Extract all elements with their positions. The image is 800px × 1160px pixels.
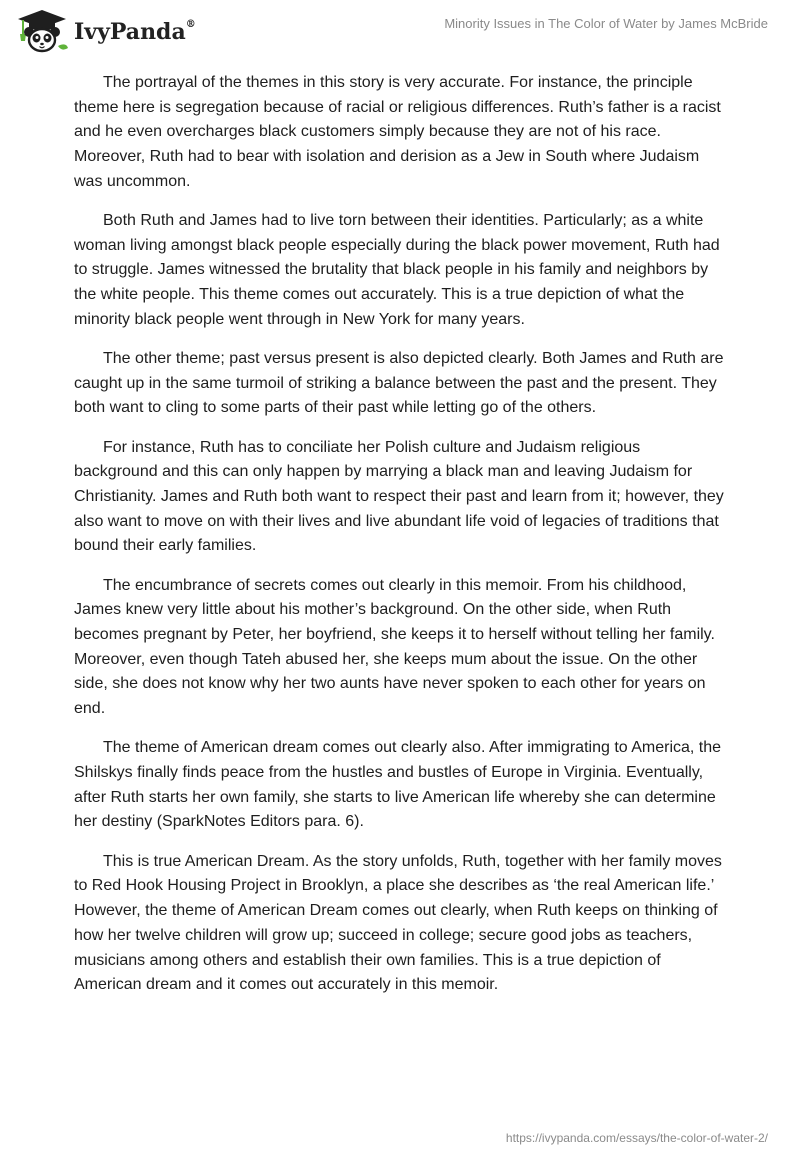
paragraph: The other theme; past versus present is also depicted clearly. Both James and Ruth are caught up in the same turmoil of striking a balance between the past and the present. They both want to cling to some parts of their past while letting go of the others. [74, 350, 724, 417]
paragraph: Both Ruth and James had to live torn between their identities. Particularly; as a white woman living amongst black people especially during the black power movement, Ruth had to struggle. James witnessed the brutality that black people in his family and neighbors by the white people. This theme comes out accurately. This is a true depiction of what the minority black people went through in New York for many years. [74, 212, 720, 328]
page-header [0, 0, 800, 60]
essay-body [74, 71, 728, 1012]
paragraph: The encumbrance of secrets comes out clearly in this memoir. From his childhood, James knew very little about his mother’s background. On the other side, when Ruth becomes pregnant by Peter, her boyfriend, she keeps it to herself without telling her family. Moreover, even though Tateh abused her, she keeps mum about the issue. On the other side, she does not know why her two aunts have never spoken to each other for years on end. [74, 576, 715, 718]
paragraph: The portrayal of the themes in this story is very accurate. For instance, the principle theme here is segregation because of racial or religious differences. Ruth’s father is a racist and he even overcharges black customers simply because they are not of his race. Moreover, Ruth had to bear with isolation and derision as a Jew in South where Judaism was uncommon. [74, 74, 721, 190]
paragraph: The theme of American dream comes out clearly also. After immigrating to America, the Shilskys finally finds peace from the hustles and bustles of Europe in Virginia. Eventually, after Ruth starts her own family, she starts to live American life whereby she can determine her destiny (SparkNotes Editors para. 6). [74, 739, 722, 831]
paragraph: This is true American Dream. As the story unfolds, Ruth, together with her family moves to Red Hook Housing Project in Brooklyn, a place she describes as ‘the real American life.’ However, the theme of American Dream comes out clearly, when Ruth keeps on thinking of how her twelve children will grow up; succeed in college; secure good jobs as teachers, musicians among others and establish their own families. This is a true depiction of American dream and it comes out accurately in this memoir. [74, 852, 722, 994]
source-url-link[interactable]: https://ivypanda.com/essays/the-color-of-water-2/ [505, 1131, 768, 1145]
ivypanda-logo[interactable] [14, 8, 196, 54]
registered-mark: ® [185, 18, 196, 30]
document-title: Minority Issues in The Color of Water by James McBride [444, 16, 768, 31]
brand-name: IvyPanda® [74, 18, 196, 45]
panda-graduate-icon [14, 8, 70, 54]
paragraph: For instance, Ruth has to conciliate her Polish culture and Judaism religious background and this can only happen by marrying a black man and leaving Judaism for Christianity. James and Ruth both want to respect their past and learn from it; however, they also want to move on with their lives and live abundant life void of legacies of traditions that bound their early families. [74, 438, 724, 555]
